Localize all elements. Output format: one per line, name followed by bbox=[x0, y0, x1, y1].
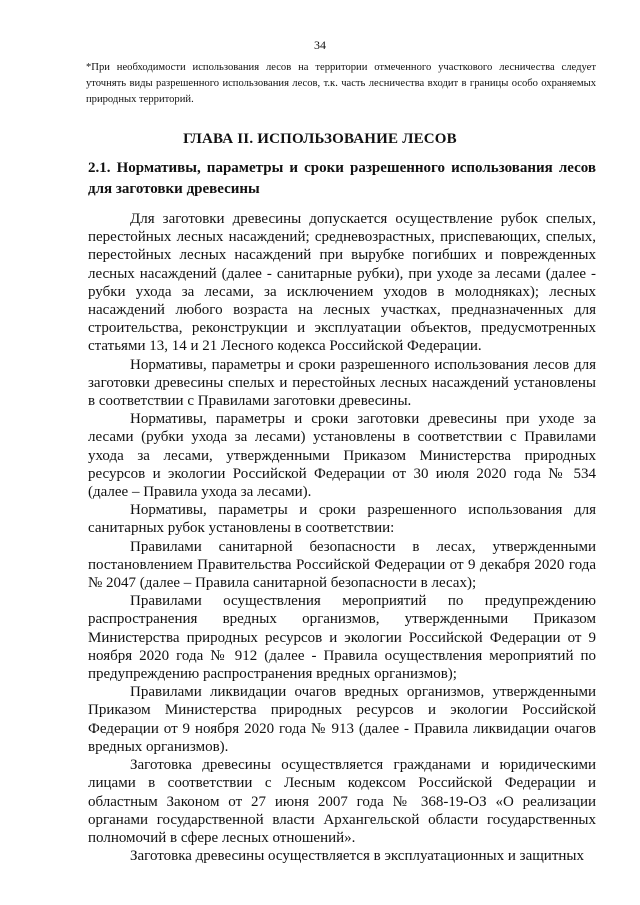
body-text bbox=[88, 210, 596, 865]
paragraph: Нормативы, параметры и сроки заготовки древесины при уходе за лесами (рубки ухода за лесами) установлены в соответствии с Правилами ухода за лесами, утвержденными Приказом Министерства природных ресурсов и экологии Российской Федерации от 30 июля 2020 года № 534 (далее – Правила ухода за лесами). bbox=[88, 411, 596, 501]
paragraph: Правилами осуществления мероприятий по предупреждению распространения вредных организмов, утвержденными Приказом Министерства природных ресурсов и экологии Российской Федерации от 9 ноября 2020 года № 912 (далее - Правила осуществления мероприятий по предупреждению распространения вредных организмов); bbox=[88, 593, 596, 683]
paragraph: Правилами ликвидации очагов вредных организмов, утвержденными Приказом Министерства природных ресурсов и экологии Российской Федерации от 9 ноября 2020 года № 913 (далее - Правила ликвидации очагов вредных организмов). bbox=[88, 684, 596, 755]
paragraph: Для заготовки древесины допускается осуществление рубок спелых, перестойных лесных насаждений; средневозрастных, приспевающих, спелых, перестойных лесных насаждений при вырубке погибших и поврежденных лесных насаждений (далее - санитарные рубки), при уходе за лесами (далее - рубки ухода за лесами, за исключением уходов в молодняках); лесных насаждений любого возраста на лесных участках, предназначенных для строительства, реконструкции и эксплуатации объектов, предусмотренных статьями 13, 14 и 21 Лесного кодекса Российской Федерации. bbox=[88, 211, 596, 355]
paragraph: Нормативы, параметры и сроки разрешенного использования лесов для заготовки древесины спелых и перестойных лесных насаждений установлены в соответствии с Правилами заготовки древесины. bbox=[88, 356, 596, 410]
page-number: 34 bbox=[314, 38, 326, 52]
section-title: 2.1. Нормативы, параметры и сроки разрешенного использования лесов для заготовки древесины bbox=[88, 160, 596, 197]
paragraph: Правилами санитарной безопасности в лесах, утвержденными постановлением Правительства Российской Федерации от 9 декабря 2020 года № 2047 (далее – Правила санитарной безопасности в лесах); bbox=[88, 538, 596, 592]
footnote: *При необходимости использования лесов на территории отмеченного участкового лесничества следует уточнять виды разрешенного использования лесов, т.к. часть лесничества входит в границы особо охраняемых природных территорий. bbox=[86, 62, 596, 105]
chapter-title: ГЛАВА II. ИСПОЛЬЗОВАНИЕ ЛЕСОВ bbox=[183, 131, 457, 147]
paragraph: Заготовка древесины осуществляется гражданами и юридическими лицами в соответствии с Лесным кодексом Российской Федерации и областным Законом от 27 июня 2007 года № 368-19-ОЗ «О реализации органами государственной власти Архангельской области государственных полномочий в сфере лесных отношений». bbox=[88, 757, 596, 846]
paragraph: Нормативы, параметры и сроки разрешенного использования для санитарных рубок установлены в соответствии: bbox=[88, 502, 596, 537]
paragraph: Заготовка древесины осуществляется в эксплуатационных и защитных bbox=[130, 848, 584, 865]
